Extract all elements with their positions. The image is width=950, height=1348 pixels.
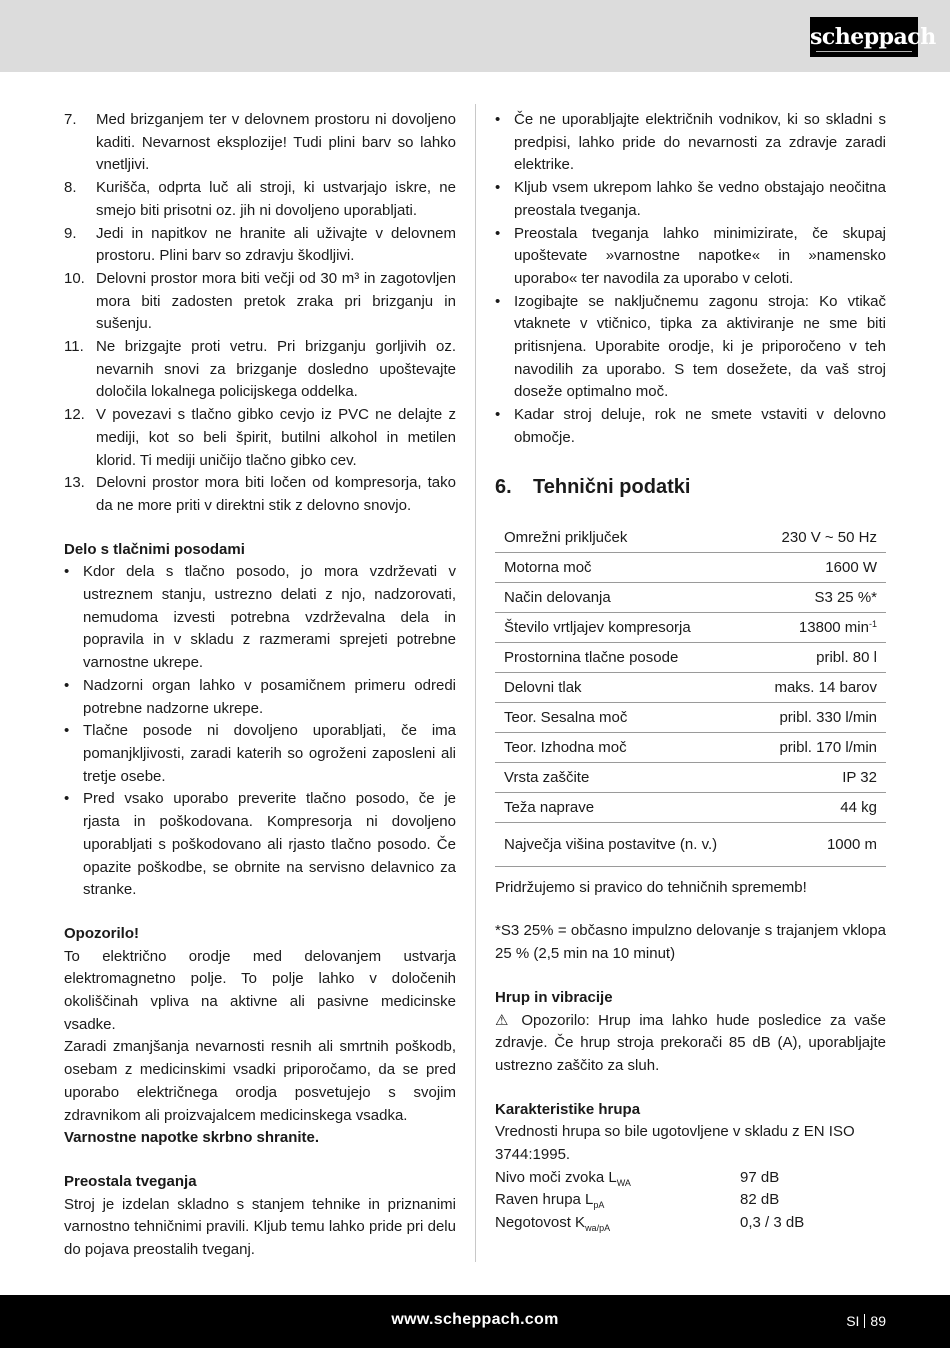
spec-label: Teor. Izhodna moč — [495, 732, 752, 762]
item-number: 12. — [64, 406, 85, 424]
pressure-vessel-list — [64, 561, 456, 902]
list-item: • Kadar stroj deluje, rok ne smete vstaviti v delovno območje. — [495, 404, 886, 449]
spec-value: 44 kg — [752, 792, 886, 822]
s3-footnote: *S3 25% = občasno impulzno delovanje s trajanjem vklopa 25 % (2,5 min na 10 minut) — [495, 922, 886, 963]
table-row — [495, 642, 886, 672]
spec-value: 1000 m — [752, 822, 886, 866]
table-row — [495, 732, 886, 762]
spec-label: Teža naprave — [495, 792, 752, 822]
list-item: • Nadzorni organ lahko v posamičnem primeru odredi potrebne nadzorne ukrepe. — [64, 675, 456, 720]
list-item — [64, 177, 456, 222]
brand-logo — [810, 17, 936, 57]
table-row — [495, 702, 886, 732]
warning-triangle-icon: ⚠ — [495, 1011, 513, 1029]
spec-label: Delovni tlak — [495, 672, 752, 702]
spec-value: 1600 W — [752, 552, 886, 582]
page-number: 89 — [870, 1313, 886, 1329]
item-number: 13. — [64, 474, 85, 492]
item-text: Delovni prostor mora biti večji od 30 m³ in zagotovljen mora biti zadosten pretok zraka pri brizganju in sušenju. — [96, 269, 456, 333]
spec-label: Prostornina tlačne posode — [495, 642, 752, 672]
list-item: • Tlačne posode ni dovoljeno uporabljati, če ima pomanjkljivosti, zaradi katerih so ogroženi zaposleni ali tretje osebe. — [64, 720, 456, 788]
section-title: Tehnični podatki — [533, 475, 691, 498]
residual-risk-list — [495, 109, 886, 450]
residual-risks-heading: Preostala tveganja — [64, 1172, 197, 1190]
keep-instructions-note: Varnostne napotke skrbno shranite. — [64, 1129, 320, 1147]
website-url: www.scheppach.com — [391, 1311, 559, 1328]
brand-logo-text: scheppach — [810, 24, 936, 50]
item-number: 9. — [64, 224, 77, 242]
noise-value: 0,3 / 3 dB — [740, 1214, 805, 1232]
noise-label-subscript: WA — [616, 1177, 631, 1188]
noise-value-row — [495, 1189, 886, 1212]
item-number: 7. — [64, 111, 77, 128]
list-item — [64, 268, 456, 336]
spec-value: maks. 14 barov — [752, 672, 886, 702]
table-row — [495, 612, 886, 642]
spec-value: pribl. 80 l — [752, 642, 886, 672]
item-number: 8. — [64, 179, 77, 197]
language-code: SI — [846, 1313, 860, 1329]
noise-label-subscript: pA — [593, 1200, 605, 1211]
list-item: • Pred vsako uporabo preverite tlačno posodo, če je rjasta in poškodovana. Kompresorja ni dovoljeno uporabljati s poškodovano ali rjasto tlačno posodo. Če opazite poškodbe, se obrnite na servisno delavnico za stranke. — [64, 788, 456, 902]
noise-warning-text: Opozorilo: Hrup ima lahko hude posledice za vaše zdravje. Če hrup stroja prekorači 85 dB (A), uporabljajte ustrezno zaščito za sluh. — [495, 1011, 887, 1074]
table-row — [495, 762, 886, 792]
item-number: 10. — [64, 269, 85, 287]
noise-label-text: Raven hrupa L — [495, 1191, 594, 1209]
noise-value: 82 dB — [740, 1191, 780, 1209]
section-number: 6. — [495, 475, 512, 498]
page-separator — [864, 1314, 865, 1328]
pressure-vessel-heading: Delo s tlačnimi posodami — [64, 540, 245, 558]
spec-label: Omrežni priključek — [495, 522, 752, 552]
noise-label-subscript: wa/pA — [585, 1223, 611, 1234]
list-item — [64, 404, 456, 472]
item-text: Med brizganjem ter v delovnem prostoru ni dovoljeno kaditi. Nevarnost eksplozije! Tudi plini barv so lahko vnetljivi. — [96, 111, 456, 174]
spec-value-text: 13800 min — [798, 618, 869, 636]
table-row — [495, 582, 886, 612]
list-item — [64, 223, 456, 268]
right-column — [495, 109, 886, 1235]
noise-value: 97 dB — [740, 1168, 780, 1186]
page-indicator — [846, 1310, 886, 1333]
spec-label: Motorna moč — [495, 552, 752, 582]
spec-value: pribl. 330 l/min — [752, 702, 886, 732]
item-text: Ne brizgajte proti vetru. Pri brizganju gorljivih oz. nevarnih snovi za brizganje dosledno upoštevajte določila lokalnega policijskega oddelka. — [96, 338, 456, 401]
warning-paragraph: Zaradi zmanjšanja nevarnosti resnih ali smrtnih poškodb, osebam z medicinskimi vsadki priporočamo, da se pred uporabo električnega orodja posvetujejo s svojim zdravnikom ali proizvajalcem medicinskega vsadka. — [64, 1038, 456, 1124]
noise-label — [495, 1212, 740, 1235]
left-column — [64, 109, 456, 1262]
technical-data-table — [495, 522, 886, 867]
table-row — [495, 792, 886, 822]
table-row — [495, 672, 886, 702]
safety-numbered-list — [64, 109, 456, 518]
noise-label-text: Nivo moči zvoka L — [495, 1168, 617, 1186]
spec-label: Način delovanja — [495, 582, 752, 612]
spec-value: IP 32 — [752, 762, 886, 792]
spec-label: Vrsta zaščite — [495, 762, 752, 792]
item-text: Delovni prostor mora biti ločen od kompresorja, tako da ne more priti v direktni stik z delovno snovjo. — [96, 474, 456, 514]
spec-label: Največja višina postavitve (n. v.) — [495, 822, 752, 866]
list-item — [64, 109, 456, 177]
noise-heading: Hrup in vibracije — [495, 988, 613, 1006]
footer-band — [0, 1295, 950, 1348]
list-item: • Če ne uporabljajte električnih vodnikov, ki so skladni s predpisi, lahko pride do nevarnosti za zdravje zaradi elektrike. — [495, 109, 886, 177]
noise-characteristics-text: Vrednosti hrupa so bile ugotovljene v skladu z EN ISO 3744:1995. — [495, 1123, 855, 1164]
specs-note: Pridržujemo si pravico do tehničnih sprememb! — [495, 878, 807, 896]
list-item — [64, 336, 456, 404]
noise-label-text: Negotovost K — [495, 1214, 586, 1232]
item-number: 11. — [64, 338, 84, 356]
list-item: • Izogibajte se naključnemu zagonu stroja: Ko vtikač vtaknete v vtičnico, tipka za aktiviranje ne sme biti pritisnjena. Uporabite orodje, ki je priporočeno v teh navodilih za uporabo. S tem dosežete, da vaš stroj doseže optimalno moč. — [495, 291, 886, 405]
table-row — [495, 522, 886, 552]
spec-label: Število vrtljajev kompresorja — [495, 612, 752, 642]
list-item: • Kdor dela s tlačno posodo, jo mora vzdrževati v ustreznem stanju, ustrezno delati z njo, nadzorovati, nemudoma izvesti potrebna vzdrževalna dela in popravila in v skladu z razmerami sprejeti potrebne varnostne ukrepe. — [64, 561, 456, 675]
spec-value: 230 V ~ 50 Hz — [752, 522, 886, 552]
spec-label: Teor. Sesalna moč — [495, 702, 752, 732]
table-row — [495, 822, 886, 866]
warning-heading: Opozorilo! — [64, 924, 139, 942]
section-heading — [495, 476, 886, 499]
list-item — [64, 472, 456, 517]
noise-value-row — [495, 1212, 886, 1235]
item-text: Jedi in napitkov ne hranite ali uživajte v delovnem prostoru. Plini barv so zdravju škodljivi. — [96, 224, 456, 265]
header-band — [0, 0, 950, 72]
item-text: Kurišča, odprta luč ali stroji, ki ustvarjajo iskre, ne smejo biti prisotni oz. jih ni dovoljeno uporabljati. — [96, 179, 456, 219]
noise-label — [495, 1167, 740, 1190]
spec-value: S3 25 %* — [752, 582, 886, 612]
noise-value-row — [495, 1167, 886, 1190]
spec-value — [752, 612, 886, 642]
spec-value-exponent: -1 — [868, 618, 877, 629]
noise-label — [495, 1189, 740, 1212]
list-item: • Preostala tveganja lahko minimizirate, če skupaj upoštevate »varnostne napotke« in »namensko uporabo« ter navodila za uporabo v celoti. — [495, 223, 886, 291]
list-item: • Kljub vsem ukrepom lahko še vedno obstajajo neočitna preostala tveganja. — [495, 177, 886, 222]
column-divider — [475, 104, 476, 1262]
noise-warning — [495, 1010, 886, 1078]
item-text: V povezavi s tlačno gibko cevjo iz PVC ne delajte z mediji, kot so beli špirit, butilni alkohol in metilen klorid. Ti mediji uničijo tlačno gibko cev. — [96, 406, 456, 469]
noise-characteristics-heading: Karakteristike hrupa — [495, 1100, 641, 1118]
residual-risks-text: Stroj je izdelan skladno s stanjem tehnike in priznanimi varnostno tehničnimi pravili. Kljub temu lahko pride pri delu do pojava preostalih tveganj. — [64, 1195, 456, 1259]
spec-value: pribl. 170 l/min — [752, 732, 886, 762]
warning-paragraph: To električno orodje med delovanjem ustvarja elektromagnetno polje. To polje lahko v določenih okoliščinah vpliva na aktivne ali pasivne medicinske vsadke. — [64, 947, 456, 1033]
table-row — [495, 552, 886, 582]
